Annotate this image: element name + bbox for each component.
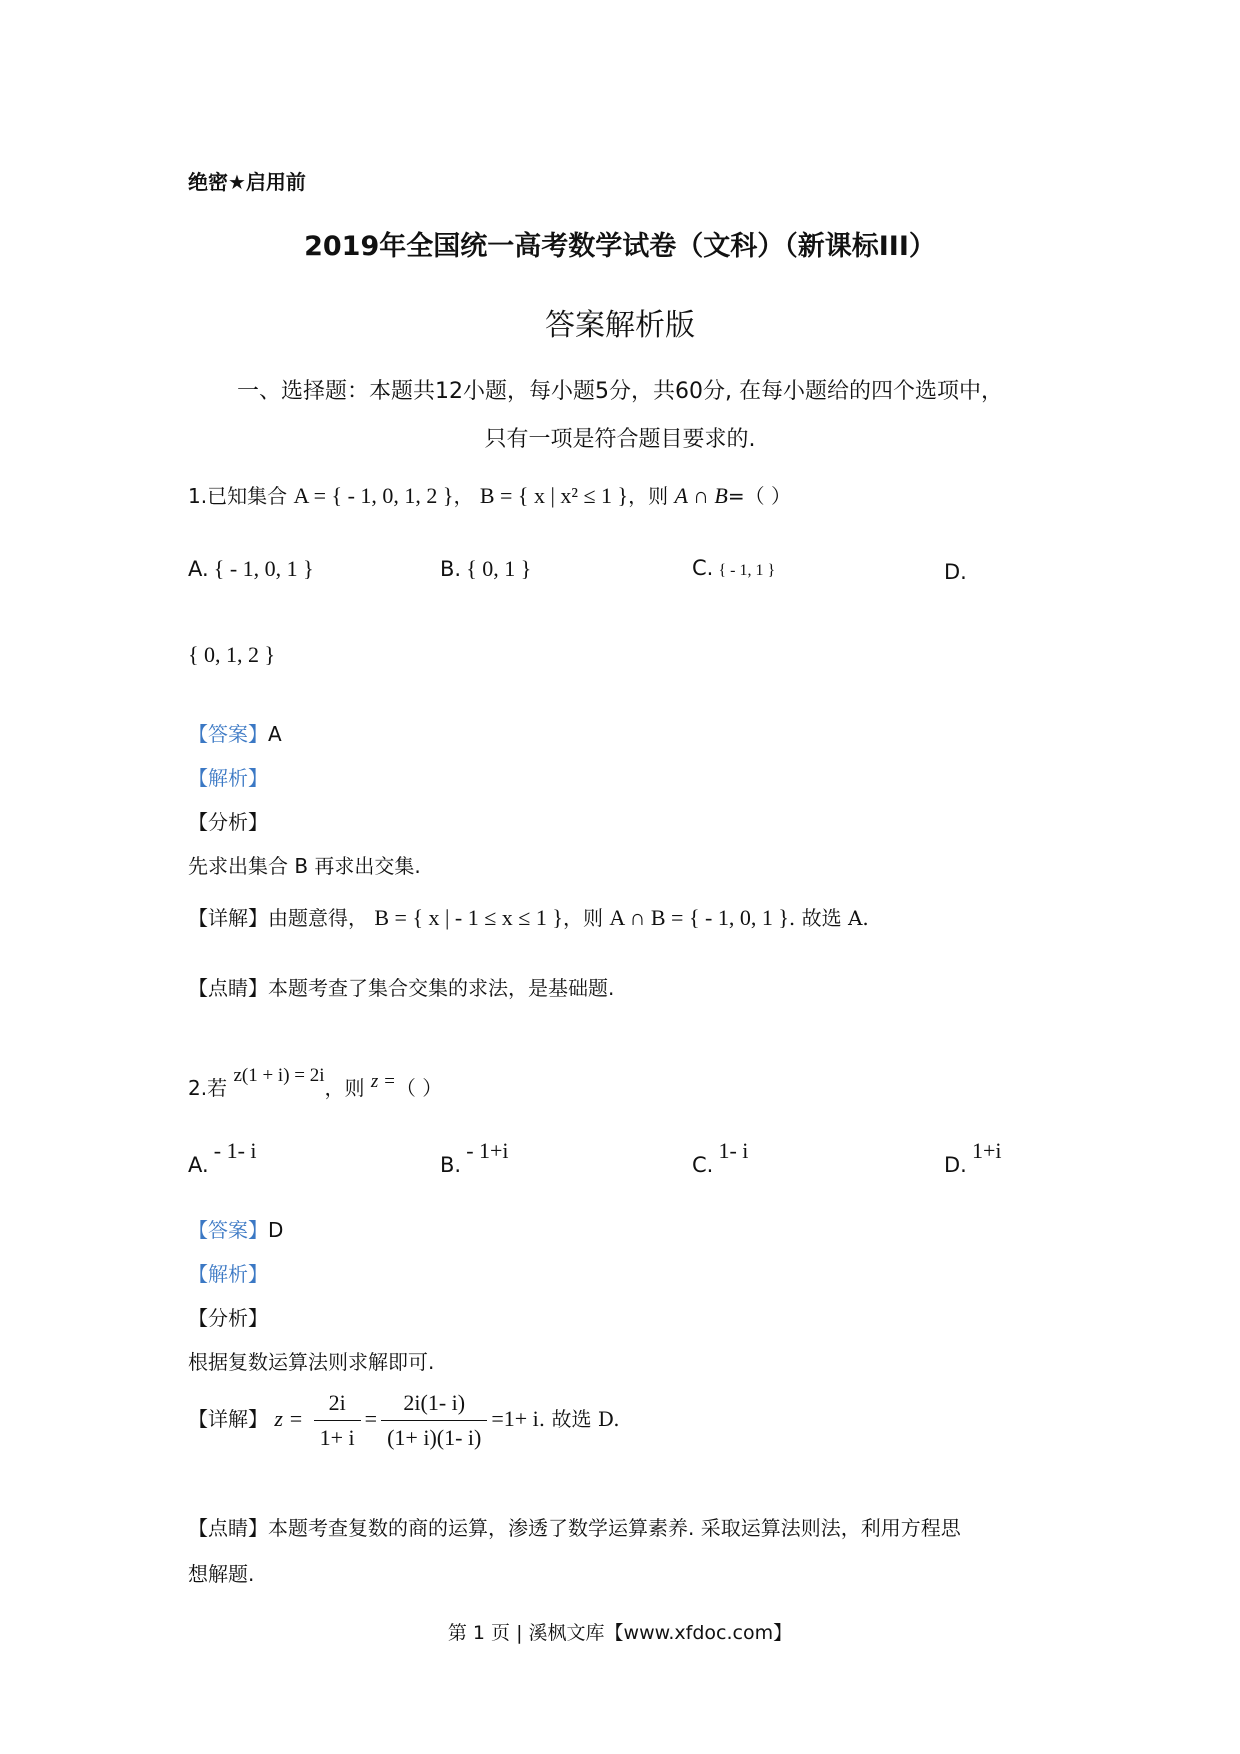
option-value: - 1- i [213, 1138, 257, 1163]
q2-comment-line1 [188, 1512, 961, 1541]
q1-detail [188, 902, 869, 931]
q2-condition: z(1 + i) = 2i [233, 1065, 325, 1086]
q1-option-d-value: { 0, 1, 2 } [188, 642, 276, 667]
option-label: B. [440, 1153, 462, 1177]
q2-fenxi-tag: 【分析】 [188, 1306, 268, 1330]
option-value: { 0, 1 } [466, 556, 532, 581]
q2-analysis: 根据复数运算法则求解即可. [188, 1350, 435, 1374]
q2-var: z = [370, 1071, 396, 1092]
q2-answer [188, 1214, 283, 1243]
page-title: 2019年全国统一高考数学试卷（文科）（新课标III） [304, 231, 936, 262]
option-value: 1- i [718, 1138, 749, 1163]
option-label: C. [692, 1153, 714, 1177]
fraction-1 [314, 1390, 361, 1451]
option-label: C. [692, 556, 714, 580]
comment-tag: 【点睛】 [188, 1516, 268, 1540]
q2-mid: ，则 [324, 1076, 365, 1100]
question-2-stem [188, 1065, 443, 1101]
section-heading-line1: 一、选择题：本题共12小题，每小题5分，共60分, 在每小题给的四个选项中， [237, 379, 1003, 404]
option-label: D. [944, 560, 967, 584]
answer-tag: 【答案】 [188, 722, 268, 746]
q1-option-d [944, 560, 967, 584]
detail-end: . 故选 D. [538, 1407, 620, 1431]
q1-jiexi-tag: 【解析】 [188, 766, 268, 790]
q1-set-a: A = { - 1, 0, 1, 2 } [293, 483, 454, 508]
detail-math-b: B = { x | - 1 ≤ x ≤ 1 } [374, 905, 563, 930]
q1-set-b: B = { x | x² ≤ 1 } [479, 483, 629, 508]
q1-prefix: 1.已知集合 [188, 484, 288, 508]
q2-option-c [692, 1138, 749, 1178]
q2-option-d [944, 1138, 1002, 1178]
q1-fenxi-tag: 【分析】 [188, 810, 268, 834]
q2-option-a [188, 1138, 257, 1178]
detail-result: =1+ i [491, 1406, 539, 1431]
answer-value: D [268, 1218, 284, 1242]
option-value: - 1+i [466, 1138, 509, 1163]
comment-tag: 【点睛】 [188, 976, 268, 1000]
fraction-1-denominator: 1+ i [319, 1425, 355, 1450]
page-subtitle: 答案解析版 [545, 308, 695, 343]
option-value: { - 1, 0, 1 } [213, 556, 314, 581]
option-label: D. [944, 1153, 967, 1177]
detail-end: . 故选 A. [788, 906, 869, 930]
q1-answer [188, 718, 282, 747]
detail-mid: ，则 [562, 906, 603, 930]
page-footer: 第 1 页 | 溪枫文库【www.xfdoc.com】 [447, 1622, 793, 1644]
comment-text: 本题考查了集合交集的求法，是基础题. [268, 976, 615, 1000]
comment-text: 本题考查复数的商的运算，渗透了数学运算素养. 采取运算法则法，利用方程思 [268, 1516, 961, 1540]
secret-label: 绝密★启用前 [188, 170, 306, 194]
option-label: A. [188, 557, 209, 581]
detail-tag: 【详解】 [188, 1407, 268, 1431]
q1-option-c [692, 556, 775, 580]
fraction-1-numerator: 2i [314, 1390, 361, 1421]
q2-jiexi-tag: 【解析】 [188, 1262, 268, 1286]
q2-tail: （ ） [395, 1076, 443, 1100]
option-label: B. [440, 557, 462, 581]
option-value: { - 1, 1 } [718, 562, 776, 579]
section-heading-line2: 只有一项是符合题目要求的. [484, 427, 756, 452]
q1-option-b [440, 556, 531, 582]
option-value: 1+i [971, 1138, 1002, 1163]
fraction-2 [381, 1390, 487, 1451]
q1-expr: A ∩ B [674, 483, 728, 508]
q2-prefix: 2.若 [188, 1076, 228, 1100]
question-1-stem [188, 480, 791, 509]
fraction-2-denominator: (1+ i)(1- i) [387, 1425, 482, 1450]
answer-value: A [268, 722, 282, 746]
q2-option-b [440, 1138, 509, 1178]
option-label: A. [188, 1153, 209, 1177]
detail-text: 由题意得， [268, 906, 368, 930]
q2-detail: 【详解】 z = $\frac{2i}{1+ i}$ = $\frac{2i(1- i)}{(1+ i)(1- i)}$ =1+ i. 故选 D. [188, 1390, 620, 1450]
q1-tail: =（ ） [727, 484, 791, 508]
q1-analysis: 先求出集合 B 再求出交集. [188, 854, 421, 878]
q1-comment [188, 972, 614, 1001]
detail-math-intersection: A ∩ B = { - 1, 0, 1 } [609, 905, 789, 930]
detail-tag: 【详解】 [188, 906, 268, 930]
detail-z: z = [274, 1406, 304, 1431]
q2-comment-line2: 想解题. [188, 1562, 255, 1586]
q1-comma: ， [453, 484, 474, 508]
q1-suffix: ，则 [628, 484, 669, 508]
fraction-2-numerator: 2i(1- i) [381, 1390, 487, 1421]
q1-option-a [188, 556, 314, 582]
answer-tag: 【答案】 [188, 1218, 268, 1242]
